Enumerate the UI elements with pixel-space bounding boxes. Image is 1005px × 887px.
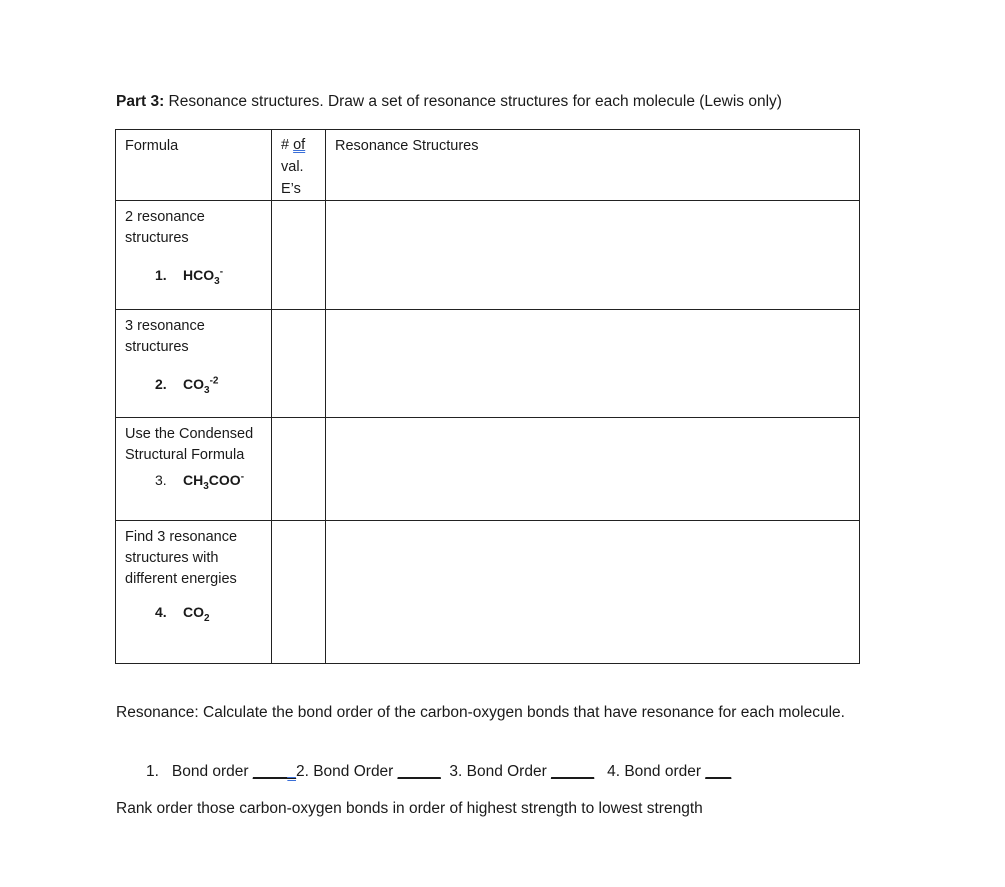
table-row [116, 201, 860, 310]
item-number: 2. [155, 375, 167, 392]
molecule-formula: $CH_3COO^-$ [183, 471, 245, 492]
table-row [116, 310, 860, 418]
rank-prompt: Rank order those carbon-oxygen bonds in order of highest strength to lowest strength [116, 800, 703, 817]
valence-val: val. [281, 159, 304, 175]
structures-header: Resonance Structures [335, 138, 479, 154]
row-description-line: 2 resonance [125, 209, 205, 225]
molecule-formula: $CO_2$ [183, 604, 210, 624]
valence-electrons-cell[interactable] [272, 310, 326, 418]
formula-cell [116, 310, 272, 418]
part-label: Part 3: [116, 93, 165, 110]
formula-cell [116, 521, 272, 664]
row-description-line: different energies [125, 571, 237, 587]
formula-cell [116, 201, 272, 310]
bond-order-4-label: 4. Bond order [607, 763, 702, 780]
table-header-row [116, 130, 860, 201]
part-heading [116, 93, 782, 111]
item-number: 4. [155, 604, 167, 620]
valence-electrons-cell[interactable] [272, 418, 326, 521]
bond-order-1-blank-edit[interactable]: _ [287, 763, 296, 780]
row-description-line: Find 3 resonance [125, 529, 238, 545]
bond-order-2-blank[interactable]: _____ [397, 763, 441, 780]
formula-header: Formula [125, 138, 179, 154]
row-description-line: structures [125, 230, 189, 246]
valence-electrons-cell[interactable] [272, 521, 326, 664]
resonance-drawing-cell[interactable] [326, 201, 860, 310]
molecule-item [125, 261, 262, 291]
resonance-drawing-cell[interactable] [326, 521, 860, 664]
molecule-item [125, 602, 262, 629]
formula-cell [116, 418, 272, 521]
bond-order-3-label: 3. Bond Order [449, 763, 547, 780]
bond-order-4-blank[interactable]: ___ [705, 763, 732, 780]
bond-order-2-label: 2. Bond Order [295, 763, 394, 780]
resonance-prompt: Resonance: Calculate the bond order of the carbon-oxygen bonds that have resonance for each molecule. [116, 704, 845, 721]
resonance-table [115, 129, 860, 664]
table-row [116, 521, 860, 664]
molecule-formula: $HCO_3^-$ [183, 266, 224, 287]
resonance-drawing-cell[interactable] [326, 310, 860, 418]
row-description-line: structures [125, 339, 189, 355]
bond-order-1-blank[interactable]: ____ [252, 763, 288, 780]
resonance-drawing-cell[interactable] [326, 418, 860, 521]
valence-es: E’s [281, 181, 301, 197]
item-number: 1. [155, 266, 167, 283]
valence-header [272, 130, 325, 200]
molecule-item [125, 370, 262, 400]
molecule-item [125, 466, 262, 496]
bond-order-row [146, 763, 731, 781]
row-description-line: Structural Formula [125, 447, 245, 463]
formula-header-cell [116, 130, 272, 201]
bond-order-3-blank[interactable]: _____ [551, 763, 595, 780]
row-description-line: structures with [125, 550, 219, 566]
row-description-line: 3 resonance [125, 318, 205, 334]
row-description-line: Use the Condensed [125, 426, 254, 442]
bond-order-1-number: 1. [146, 763, 159, 780]
valence-electrons-cell[interactable] [272, 201, 326, 310]
table-row [116, 418, 860, 521]
part-instructions: Resonance structures. Draw a set of resonance structures for each molecule (Lewis only) [164, 93, 782, 110]
molecule-formula: $CO_3^{-2}$ [183, 375, 219, 396]
structures-header-cell [326, 130, 860, 201]
bond-order-1-label: Bond order [171, 763, 249, 780]
valence-of: of [293, 137, 306, 153]
valence-header-cell [272, 130, 326, 201]
valence-hash: # [281, 137, 290, 153]
item-number: 3. [155, 471, 167, 488]
